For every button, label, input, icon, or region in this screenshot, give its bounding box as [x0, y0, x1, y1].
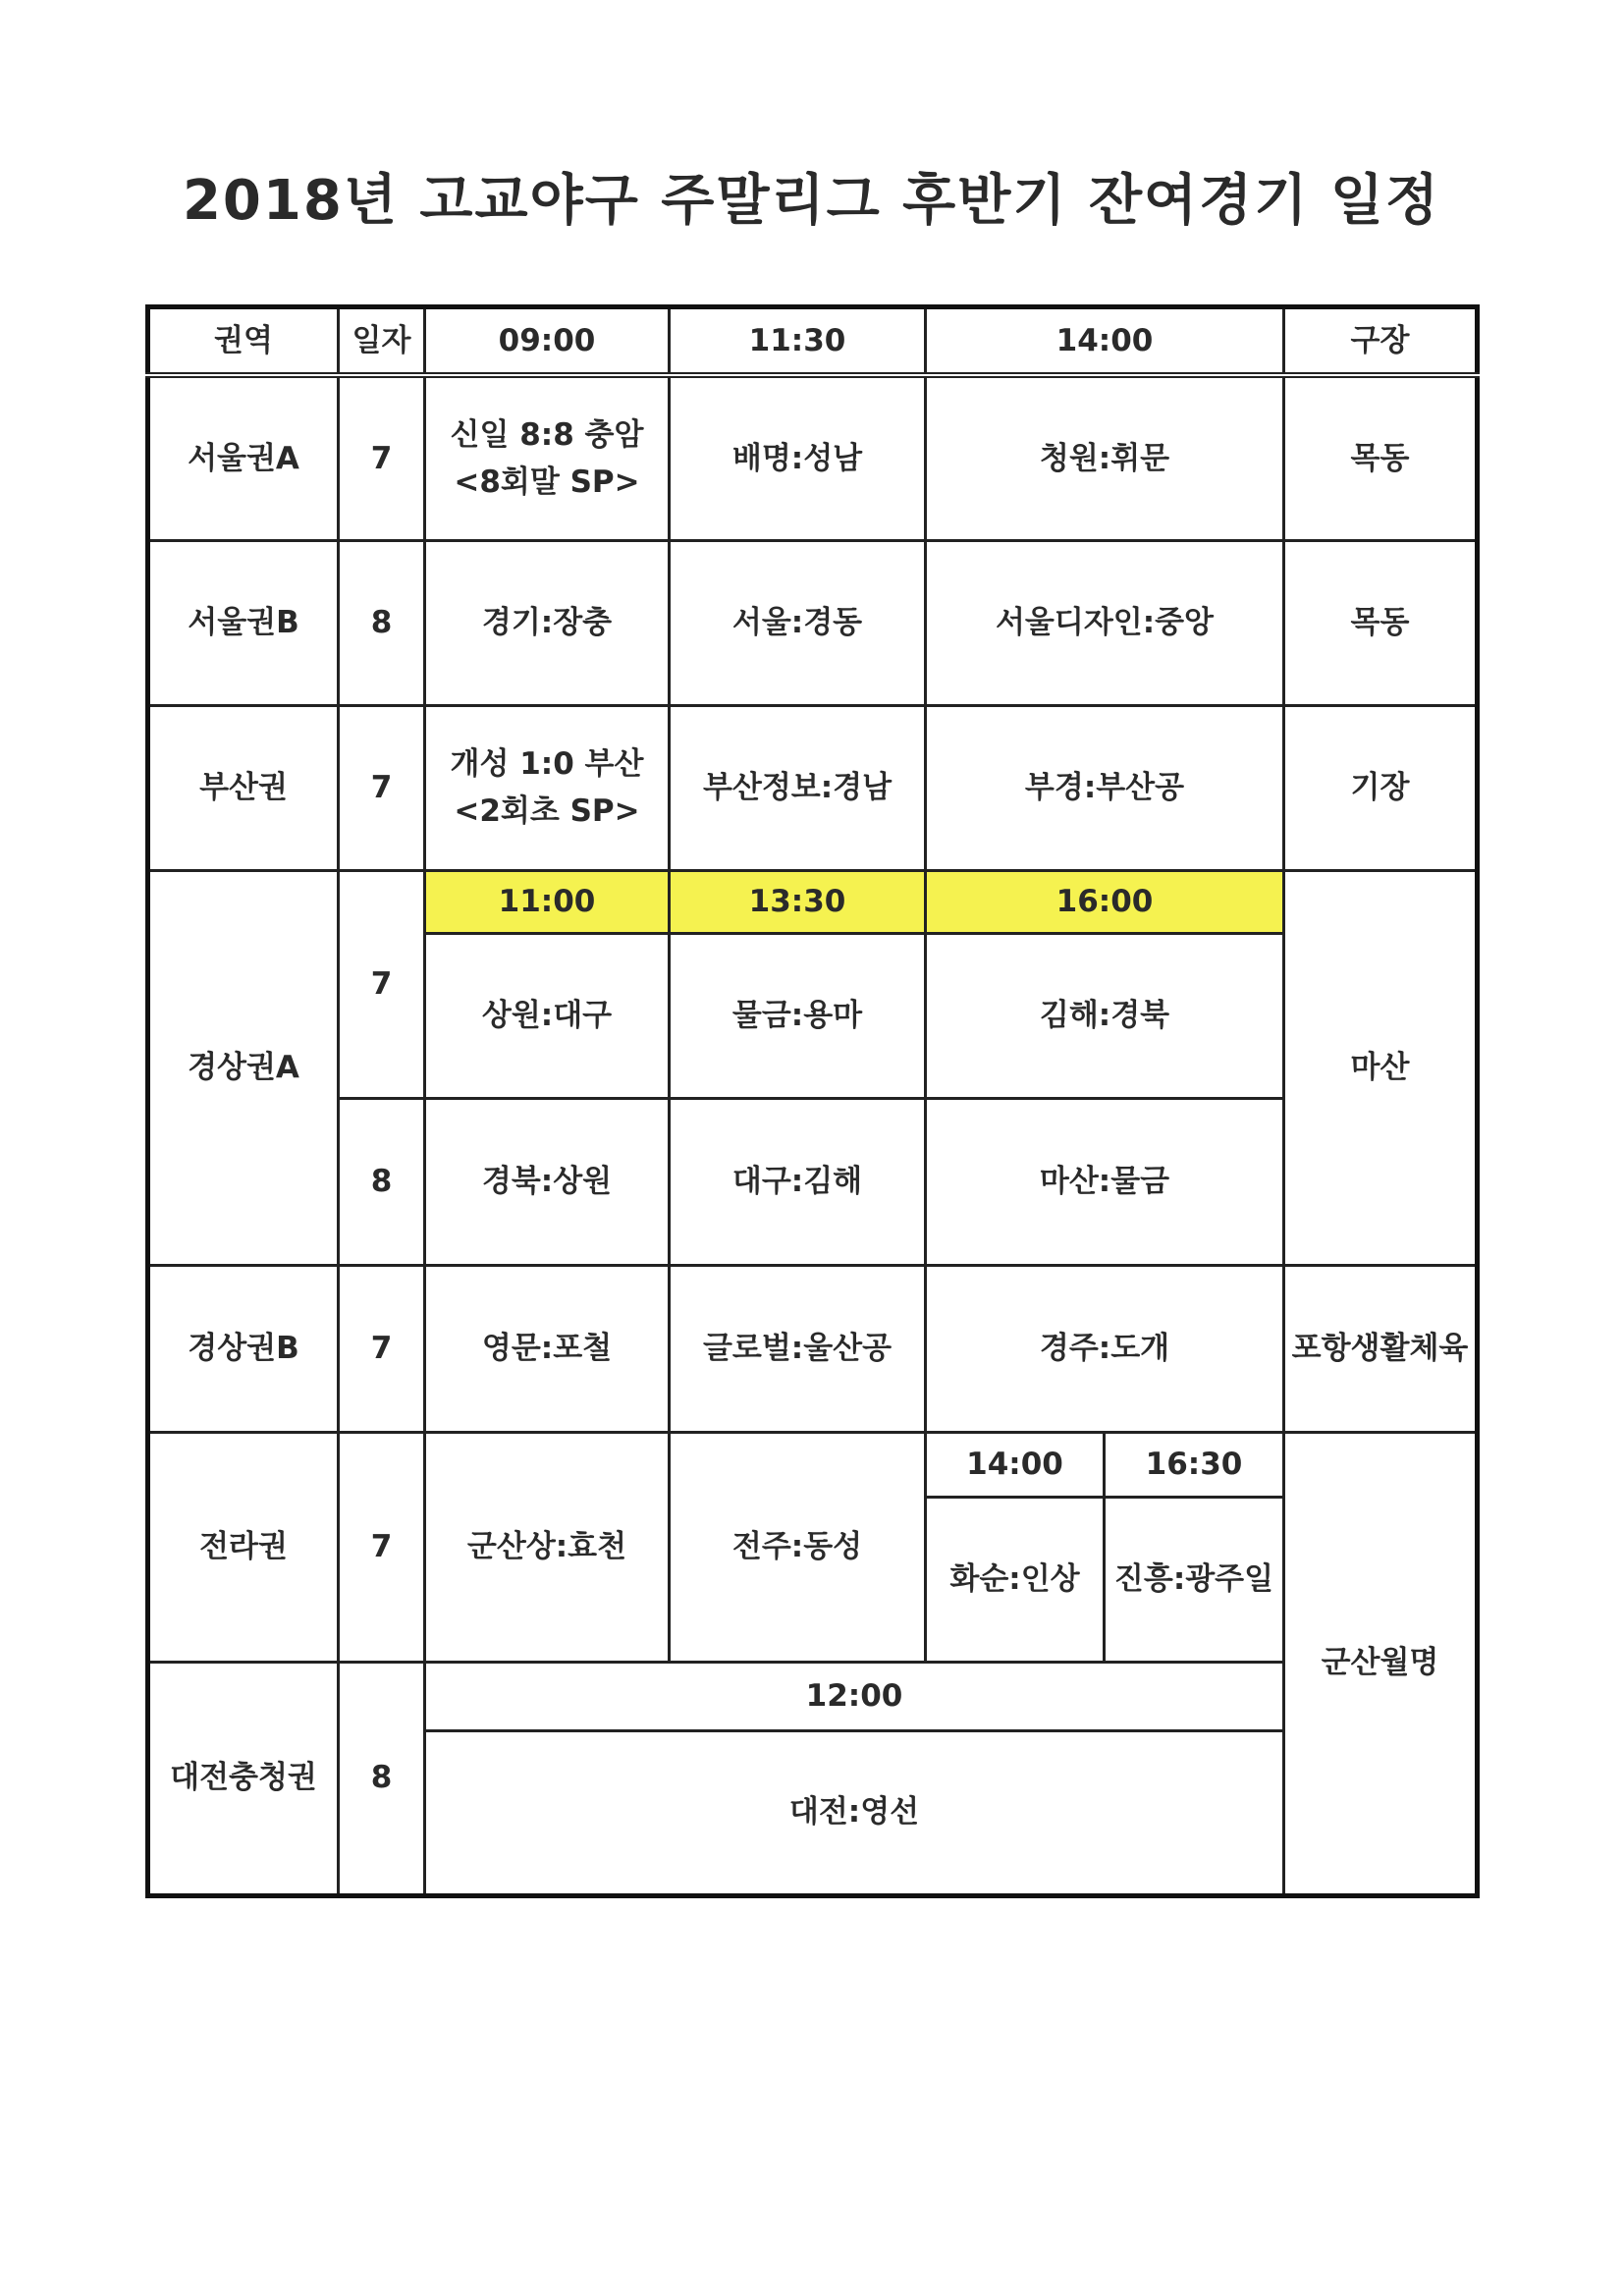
game-cell: 대전:영선 [425, 1730, 1284, 1895]
row-daejeon-time [148, 1662, 1478, 1730]
game-cell: 부경:부산공 [926, 705, 1284, 870]
game-cell: 부산정보:경남 [670, 705, 926, 870]
game-cell: 대구:김해 [670, 1098, 926, 1265]
game-cell: 마산:물금 [926, 1098, 1284, 1265]
header-venue: 구장 [1284, 307, 1478, 376]
row-seoul-b [148, 540, 1478, 705]
header-time-2: 11:30 [670, 307, 926, 376]
time-cell: 13:30 [670, 870, 926, 933]
header-time-3: 14:00 [926, 307, 1284, 376]
game-cell: 배명:성남 [670, 375, 926, 540]
day-cell: 8 [339, 1098, 425, 1265]
day-cell: 7 [339, 1432, 425, 1662]
game-cell [425, 375, 670, 540]
day-cell: 7 [339, 705, 425, 870]
region-cell: 전라권 [148, 1432, 339, 1662]
day-cell: 7 [339, 375, 425, 540]
game-cell: 영문:포철 [425, 1265, 670, 1432]
venue-cell: 군산월명 [1284, 1432, 1478, 1895]
row-gyeongsang-b [148, 1265, 1478, 1432]
row-jeolla-times [148, 1432, 1478, 1497]
game-cell [425, 705, 670, 870]
day-cell: 8 [339, 1662, 425, 1895]
header-row [148, 307, 1478, 376]
game-cell: 서울디자인:중앙 [926, 540, 1284, 705]
venue-cell: 목동 [1284, 540, 1478, 705]
venue-cell: 포항생활체육 [1284, 1265, 1478, 1432]
game-cell: 상원:대구 [425, 933, 670, 1098]
region-cell: 서울권A [148, 375, 339, 540]
game-cell: 진흥:광주일 [1105, 1497, 1284, 1662]
row-gyeongsang-a-times [148, 870, 1478, 933]
region-cell: 서울권B [148, 540, 339, 705]
time-cell: 16:00 [926, 870, 1284, 933]
time-cell: 16:30 [1105, 1432, 1284, 1497]
time-cell: 14:00 [926, 1432, 1105, 1497]
venue-cell: 기장 [1284, 705, 1478, 870]
game-cell: 화순:인상 [926, 1497, 1105, 1662]
time-cell: 11:00 [425, 870, 670, 933]
game-cell: 경주:도개 [926, 1265, 1284, 1432]
header-time-1: 09:00 [425, 307, 670, 376]
game-cell: 청원:휘문 [926, 375, 1284, 540]
header-day: 일자 [339, 307, 425, 376]
region-cell: 경상권A [148, 870, 339, 1265]
game-cell: 전주:동성 [670, 1432, 926, 1662]
region-cell: 부산권 [148, 705, 339, 870]
game-cell: 군산상:효천 [425, 1432, 670, 1662]
game-cell: 경북:상원 [425, 1098, 670, 1265]
day-cell: 7 [339, 1265, 425, 1432]
game-note: <8회말 SP> [454, 464, 640, 500]
row-busan [148, 705, 1478, 870]
venue-cell: 목동 [1284, 375, 1478, 540]
game-note: <2회초 SP> [454, 793, 640, 829]
game-cell: 글로벌:울산공 [670, 1265, 926, 1432]
game-cell: 서울:경동 [670, 540, 926, 705]
row-gyeongsang-a-day2 [148, 1098, 1478, 1265]
game-score: 신일 8:8 충암 [450, 416, 644, 453]
time-cell: 12:00 [425, 1662, 1284, 1730]
page-title: 2018년 고교야구 주말리그 후반기 잔여경기 일정 [182, 169, 1441, 233]
row-seoul-a [148, 375, 1478, 540]
region-cell: 경상권B [148, 1265, 339, 1432]
day-cell: 8 [339, 540, 425, 705]
game-cell: 물금:용마 [670, 933, 926, 1098]
region-cell: 대전충청권 [148, 1662, 339, 1895]
header-region: 권역 [148, 307, 339, 376]
game-score: 개성 1:0 부산 [450, 745, 644, 782]
game-cell: 경기:장충 [425, 540, 670, 705]
game-cell: 김해:경북 [926, 933, 1284, 1098]
day-cell: 7 [339, 870, 425, 1098]
schedule-table [145, 304, 1480, 1898]
venue-cell: 마산 [1284, 870, 1478, 1265]
